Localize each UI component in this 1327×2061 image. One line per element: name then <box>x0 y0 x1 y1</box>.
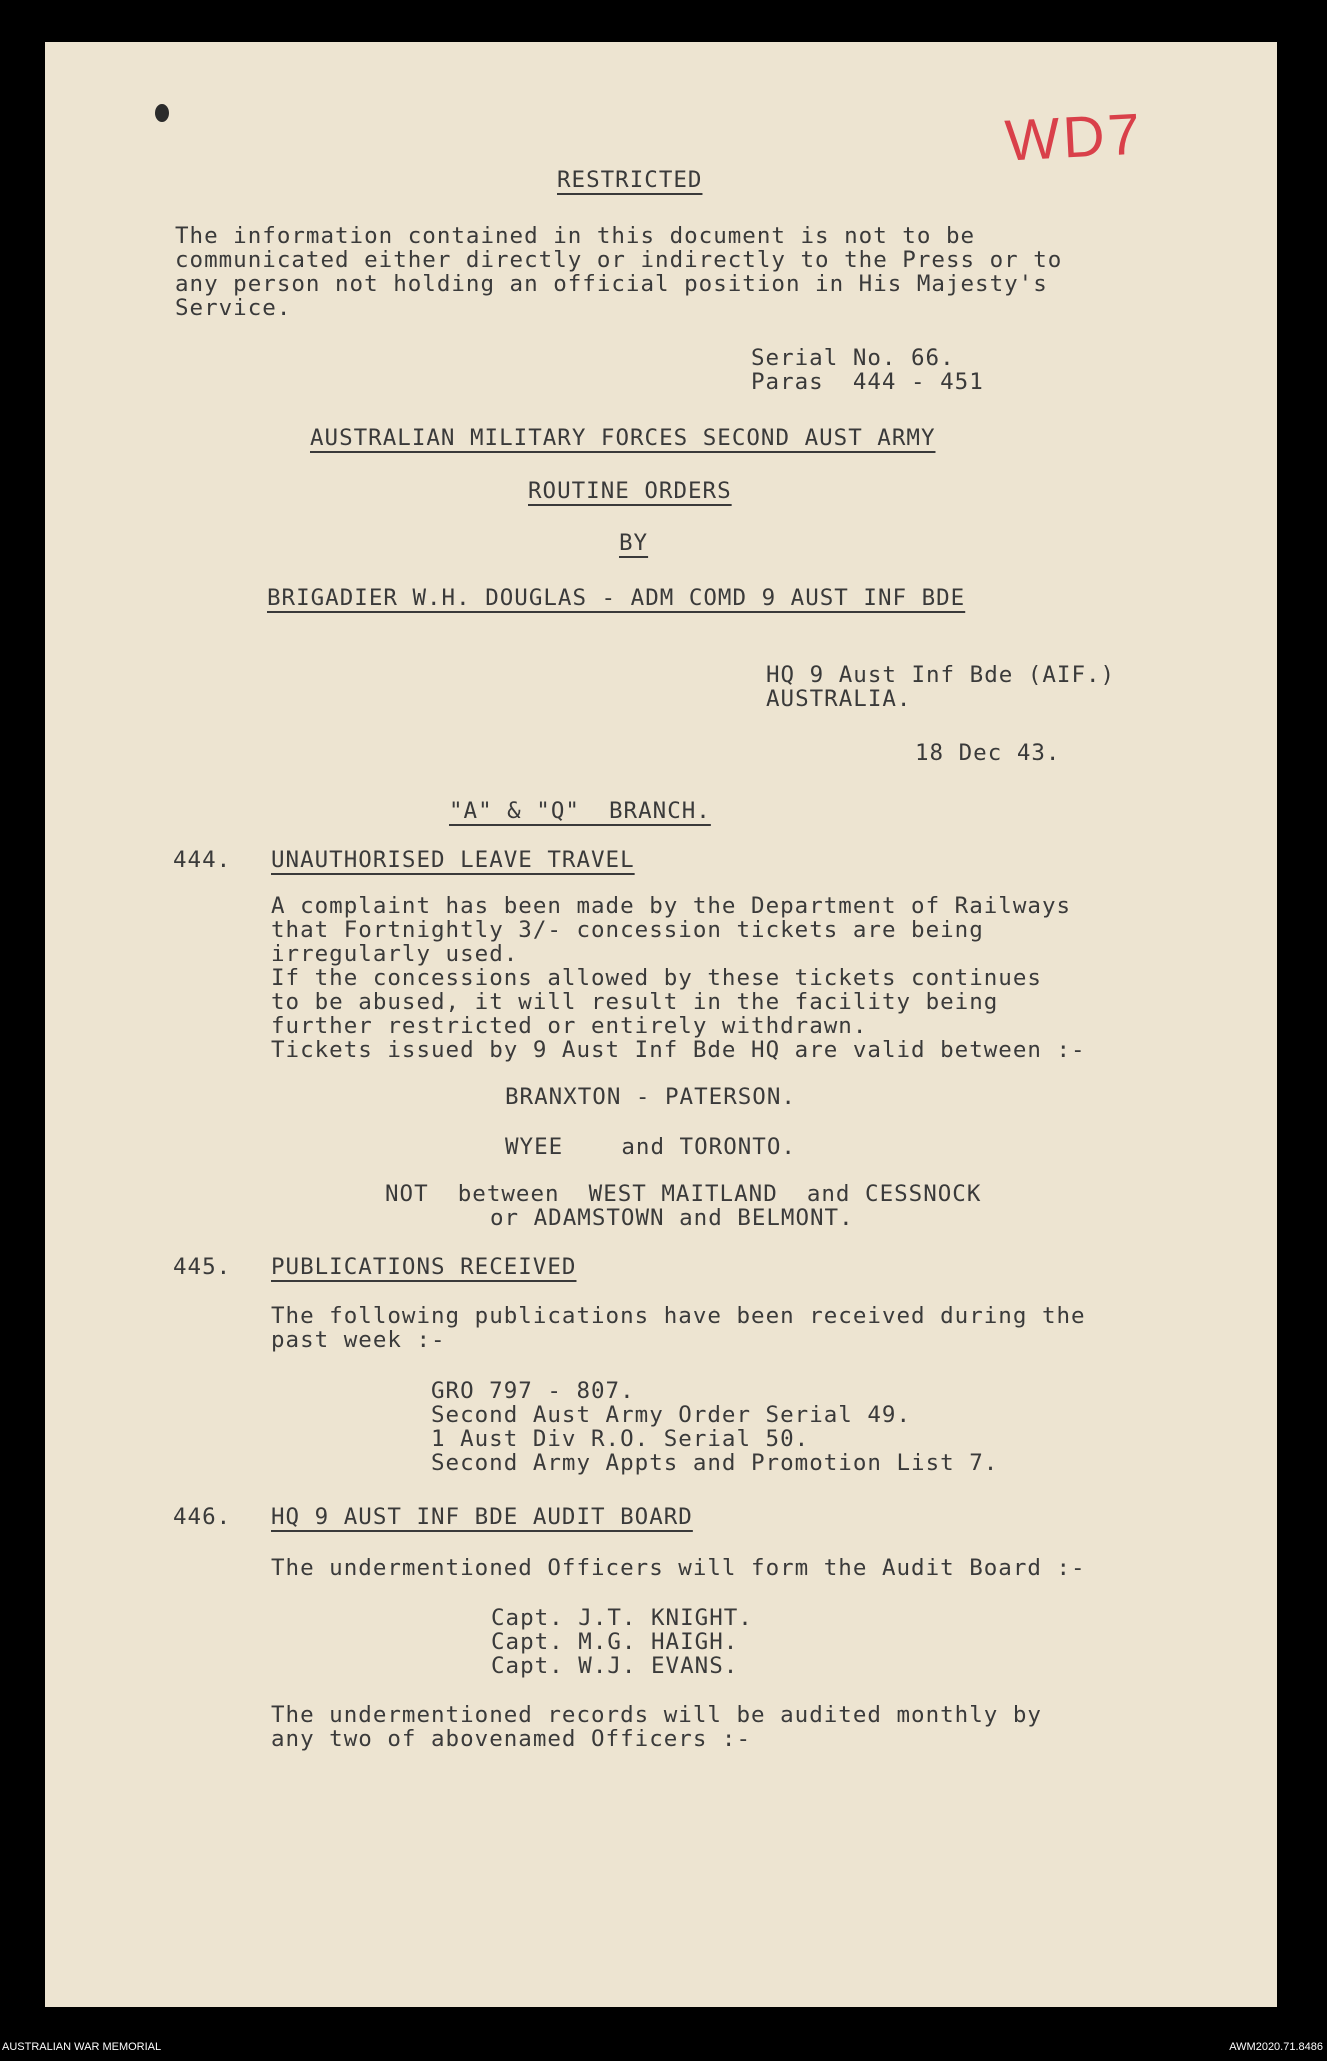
officer-name: Capt. W.J. EVANS. <box>491 1653 739 1679</box>
serial-number: Serial No. 66. <box>751 345 955 371</box>
para-line: The undermentioned Officers will form the Audit Board :- <box>271 1555 1086 1581</box>
notice-line: any person not holding an official position in His Majesty's <box>175 271 1048 297</box>
notice-line: communicated either directly or indirectly to the Press or to <box>175 247 1063 273</box>
para-heading: PUBLICATIONS RECEIVED <box>271 1254 577 1280</box>
para-number: 444. <box>173 847 232 873</box>
para-line: past week :- <box>271 1327 446 1353</box>
classification-heading: RESTRICTED <box>557 167 703 193</box>
para-line: that Fortnightly 3/- concession tickets are being <box>271 917 984 943</box>
para-line: The following publications have been received during the <box>271 1303 1086 1329</box>
hq-country: AUSTRALIA. <box>766 686 912 712</box>
para-line: The undermentioned records will be audited monthly by <box>271 1702 1042 1728</box>
para-number: 446. <box>173 1504 232 1530</box>
publication-item: Second Army Appts and Promotion List 7. <box>431 1450 999 1476</box>
hq-address: HQ 9 Aust Inf Bde (AIF.) <box>766 662 1116 688</box>
officer-name: Capt. J.T. KNIGHT. <box>491 1605 753 1631</box>
publication-item: Second Aust Army Order Serial 49. <box>431 1402 912 1428</box>
officer-name: Capt. M.G. HAIGH. <box>491 1629 739 1655</box>
pencil-annotation: WD7 <box>1003 101 1145 174</box>
issue-date: 18 Dec 43. <box>915 740 1061 766</box>
ink-blot <box>155 104 169 122</box>
paras-range: Paras 444 - 451 <box>751 369 984 395</box>
route-exclusion: or ADAMSTOWN and BELMONT. <box>490 1205 854 1231</box>
title-line-1: AUSTRALIAN MILITARY FORCES SECOND AUST ARMY <box>310 425 936 451</box>
para-line: any two of abovenamed Officers :- <box>271 1726 752 1752</box>
para-line: further restricted or entirely withdrawn. <box>271 1013 868 1039</box>
notice-line: Service. <box>175 295 292 321</box>
para-line: A complaint has been made by the Department of Railways <box>271 893 1072 919</box>
para-line: to be abused, it will result in the facility being <box>271 989 999 1015</box>
title-line-4: BRIGADIER W.H. DOUGLAS - ADM COMD 9 AUST INF BDE <box>267 585 966 611</box>
footer-credit: AUSTRALIAN WAR MEMORIAL <box>2 2041 162 2053</box>
para-line: Tickets issued by 9 Aust Inf Bde HQ are valid between :- <box>271 1037 1086 1063</box>
document-page <box>45 42 1277 2007</box>
footer-accession-number: AWM2020.71.8486 <box>1229 2041 1323 2053</box>
para-heading: UNAUTHORISED LEAVE TRAVEL <box>271 847 635 873</box>
route-line: BRANXTON - PATERSON. <box>505 1084 796 1110</box>
para-heading: HQ 9 AUST INF BDE AUDIT BOARD <box>271 1504 693 1530</box>
title-line-2: ROUTINE ORDERS <box>528 478 732 504</box>
para-number: 445. <box>173 1254 232 1280</box>
route-exclusion: NOT between WEST MAITLAND and CESSNOCK <box>385 1181 982 1207</box>
publication-item: 1 Aust Div R.O. Serial 50. <box>431 1426 810 1452</box>
title-line-3: BY <box>619 530 649 556</box>
publication-item: GRO 797 - 807. <box>431 1378 635 1404</box>
para-line: If the concessions allowed by these tickets continues <box>271 965 1042 991</box>
para-line: irregularly used. <box>271 941 519 967</box>
notice-line: The information contained in this document is not to be <box>175 223 976 249</box>
branch-heading: "A" & "Q" BRANCH. <box>449 798 711 824</box>
route-line: WYEE and TORONTO. <box>505 1134 796 1160</box>
